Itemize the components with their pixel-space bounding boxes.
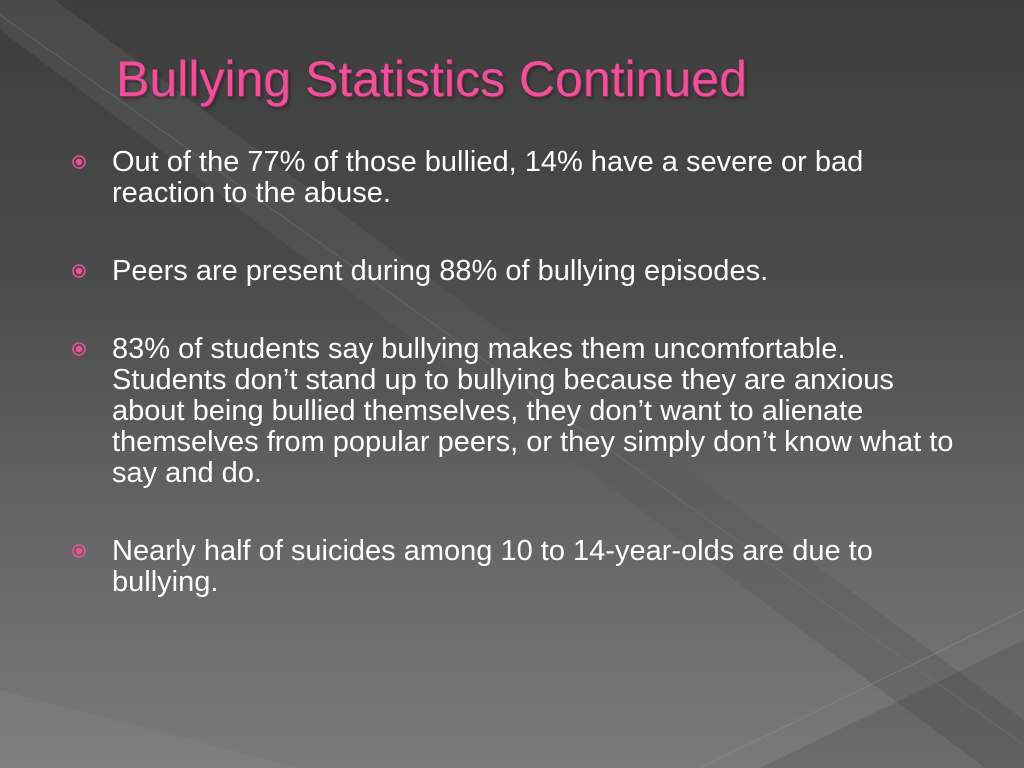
bullet-text: 83% of students say bullying makes them uncomfortable. Students don’t stand up to bullying because they are anxious about being bullied themselves, they don’t want to alienate themselves from popular peers, or they simply don’t know what to say and do. bbox=[112, 333, 954, 489]
slide-title: Bullying Statistics Continued bbox=[116, 51, 747, 107]
bullet-item bbox=[66, 334, 966, 489]
bullet-text: Nearly half of suicides among 10 to 14-year-olds are due to bullying. bbox=[112, 535, 873, 598]
bullet-list bbox=[66, 147, 966, 598]
radio-bullet-icon bbox=[72, 342, 86, 356]
bullet-text: Peers are present during 88% of bullying episodes. bbox=[112, 255, 769, 287]
bullet-text: Out of the 77% of those bullied, 14% have a severe or bad reaction to the abuse. bbox=[112, 146, 864, 209]
radio-bullet-icon bbox=[72, 264, 86, 278]
bullet-item bbox=[66, 147, 966, 209]
background-corner-shape bbox=[0, 690, 300, 768]
bullet-item bbox=[66, 536, 966, 598]
radio-bullet-icon bbox=[72, 155, 86, 169]
radio-bullet-icon bbox=[72, 544, 86, 558]
bullet-item bbox=[66, 256, 966, 287]
